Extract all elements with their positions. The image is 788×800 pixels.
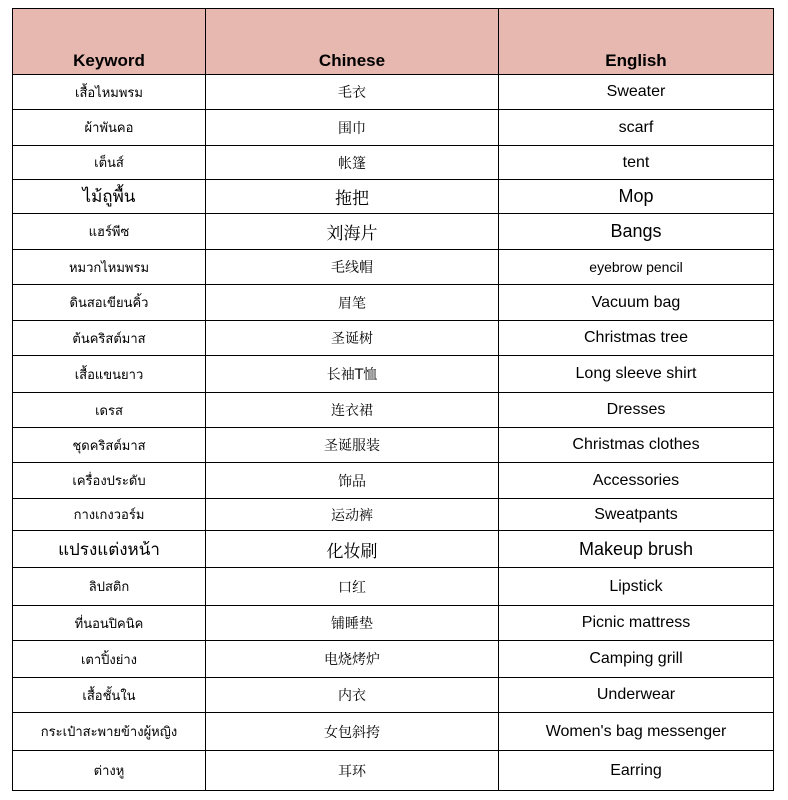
table-row (13, 641, 774, 678)
english-cell: Dresses (499, 393, 774, 428)
english-cell: Makeup brush (499, 531, 774, 568)
thai-cell: ลิปสติก (13, 568, 206, 606)
table-row (13, 531, 774, 568)
table-row (13, 568, 774, 606)
chinese-cell: 铺睡垫 (206, 606, 499, 641)
thai-cell: กางเกงวอร์ม (13, 499, 206, 531)
chinese-cell: 围巾 (206, 110, 499, 146)
english-cell: Christmas clothes (499, 428, 774, 463)
chinese-cell: 帐篷 (206, 146, 499, 180)
thai-cell: เต็นส์ (13, 146, 206, 180)
english-cell: Sweater (499, 75, 774, 110)
chinese-cell: 圣诞树 (206, 321, 499, 356)
english-cell: Long sleeve shirt (499, 356, 774, 393)
chinese-cell: 口红 (206, 568, 499, 606)
english-cell: scarf (499, 110, 774, 146)
table-row (13, 110, 774, 146)
header-chinese: Chinese (206, 9, 499, 75)
thai-cell: ดินสอเขียนคิ้ว (13, 285, 206, 321)
english-cell: eyebrow pencil (499, 250, 774, 285)
header-keyword: Keyword (13, 9, 206, 75)
thai-cell: ต้นคริสต์มาส (13, 321, 206, 356)
table-row (13, 678, 774, 713)
keyword-table (12, 8, 774, 791)
english-cell: Accessories (499, 463, 774, 499)
english-cell: Underwear (499, 678, 774, 713)
thai-cell: เสื้อชั้นใน (13, 678, 206, 713)
thai-cell: ไม้ถูพื้น (13, 180, 206, 214)
english-cell: Picnic mattress (499, 606, 774, 641)
thai-cell: หมวกไหมพรม (13, 250, 206, 285)
english-cell: Sweatpants (499, 499, 774, 531)
table-row (13, 499, 774, 531)
header-row (13, 9, 774, 75)
table-row (13, 356, 774, 393)
chinese-cell: 刘海片 (206, 214, 499, 250)
table-row (13, 285, 774, 321)
chinese-cell: 耳环 (206, 751, 499, 791)
thai-cell: ชุดคริสต์มาส (13, 428, 206, 463)
english-cell: Women's bag messenger (499, 713, 774, 751)
chinese-cell: 电烧烤炉 (206, 641, 499, 678)
thai-cell: เครื่องประดับ (13, 463, 206, 499)
thai-cell: เสื้อไหมพรม (13, 75, 206, 110)
chinese-cell: 长袖T恤 (206, 356, 499, 393)
english-cell: Vacuum bag (499, 285, 774, 321)
thai-cell: กระเป๋าสะพายข้างผู้หญิง (13, 713, 206, 751)
english-cell: Bangs (499, 214, 774, 250)
thai-cell: แฮร์พีซ (13, 214, 206, 250)
chinese-cell: 运动裤 (206, 499, 499, 531)
chinese-cell: 连衣裙 (206, 393, 499, 428)
thai-cell: ที่นอนปิคนิค (13, 606, 206, 641)
english-cell: Christmas tree (499, 321, 774, 356)
table-row (13, 250, 774, 285)
thai-cell: ต่างหู (13, 751, 206, 791)
table-row (13, 75, 774, 110)
table-row (13, 180, 774, 214)
table-row (13, 751, 774, 791)
table-row (13, 393, 774, 428)
table-row (13, 214, 774, 250)
chinese-cell: 饰品 (206, 463, 499, 499)
thai-cell: แปรงแต่งหน้า (13, 531, 206, 568)
chinese-cell: 内衣 (206, 678, 499, 713)
chinese-cell: 圣诞服装 (206, 428, 499, 463)
thai-cell: เตาปิ้งย่าง (13, 641, 206, 678)
chinese-cell: 拖把 (206, 180, 499, 214)
english-cell: tent (499, 146, 774, 180)
table-row (13, 321, 774, 356)
thai-cell: เสื้อแขนยาว (13, 356, 206, 393)
table-row (13, 463, 774, 499)
english-cell: Lipstick (499, 568, 774, 606)
header-english: English (499, 9, 774, 75)
chinese-cell: 女包斜挎 (206, 713, 499, 751)
table-row (13, 428, 774, 463)
chinese-cell: 化妆刷 (206, 531, 499, 568)
chinese-cell: 毛线帽 (206, 250, 499, 285)
thai-cell: เดรส (13, 393, 206, 428)
table-row (13, 146, 774, 180)
thai-cell: ผ้าพันคอ (13, 110, 206, 146)
english-cell: Earring (499, 751, 774, 791)
table-row (13, 606, 774, 641)
table-row (13, 713, 774, 751)
chinese-cell: 眉笔 (206, 285, 499, 321)
chinese-cell: 毛衣 (206, 75, 499, 110)
english-cell: Camping grill (499, 641, 774, 678)
english-cell: Mop (499, 180, 774, 214)
